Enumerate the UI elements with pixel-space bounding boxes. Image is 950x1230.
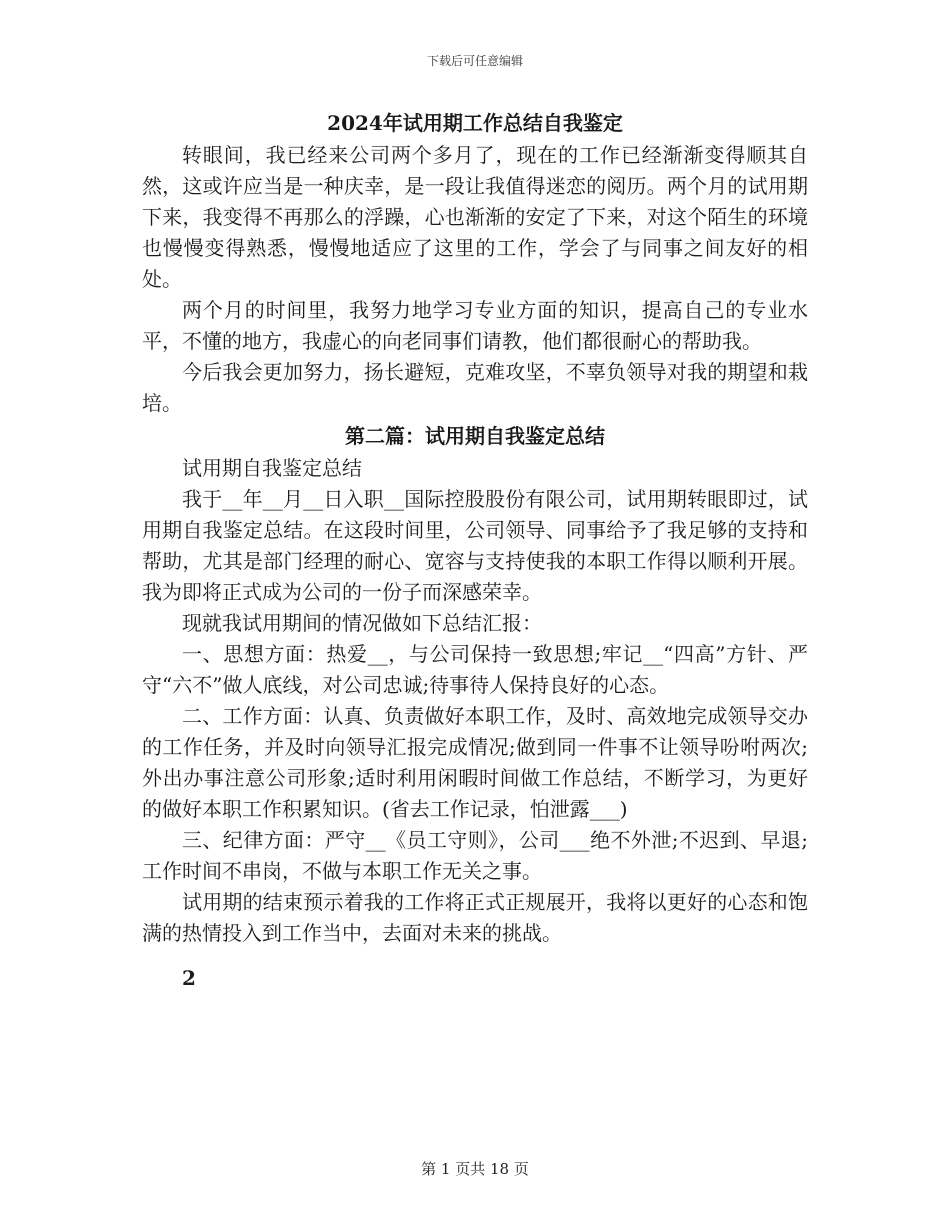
document-title: 2024年试用期工作总结自我鉴定 [327,111,623,135]
paragraph: 我于__年__月__日入职__国际控股股份有限公司，试用期转眼即过，试用期自我鉴定总结。在这段时间里，公司领导、同事给予了我足够的支持和帮助，尤其是部门经理的耐心、宽容与支持使我的本职工作得以顺利开展。我为即将正式成为公司的一份子而深感荣幸。 [142,487,808,604]
trailing-number: 2 [182,966,196,990]
paragraph: 试用期自我鉴定总结 [182,456,362,480]
paragraph: 三、纪律方面：严守__《员工守则》，公司___绝不外泄;不迟到、早退;工作时间不串岗，不做与本职工作无关之事。 [142,828,808,883]
paragraph: 转眼间，我已经来公司两个多月了，现在的工作已经渐渐变得顺其自然，这或许应当是一种庆幸，是一段让我值得迷恋的阅历。两个月的试用期下来，我变得不再那么的浮躁，心也渐渐的安定了下来，对这个陌生的环境也慢慢变得熟悉，慢慢地适应了这里的工作，学会了与同事之间友好的相处。 [142,143,808,291]
paragraph: 一、思想方面：热爱__，与公司保持一致思想;牢记__“四高”方针、严守“六不”做人底线，对公司忠诚;待事待人保持良好的心态。 [142,642,808,697]
page-footer: 第 1 页共 18 页 [421,1160,529,1178]
paragraph: 二、工作方面：认真、负责做好本职工作，及时、高效地完成领导交办的工作任务，并及时向领导汇报完成情况;做到同一件事不让领导吩咐两次;外出办事注意公司形象;适时利用闲暇时间做工作总结，不断学习，为更好的做好本职工作积累知识。(省去工作记录，怕泄露___) [142,704,808,821]
section-title: 第二篇：试用期自我鉴定总结 [345,424,605,448]
paragraph: 现就我试用期间的情况做如下总结汇报： [182,611,542,635]
header-note: 下载后可任意编辑 [426,54,523,68]
paragraph: 今后我会更加努力，扬长避短，克难攻坚，不辜负领导对我的期望和栽培。 [142,360,808,415]
document-body [142,106,808,994]
paragraph: 试用期的结束预示着我的工作将正式正规展开，我将以更好的心态和饱满的热情投入到工作当中，去面对未来的挑战。 [142,890,808,945]
paragraph: 两个月的时间里，我努力地学习专业方面的知识，提高自己的专业水平，不懂的地方，我虚心的向老同事们请教，他们都很耐心的帮助我。 [142,298,808,353]
